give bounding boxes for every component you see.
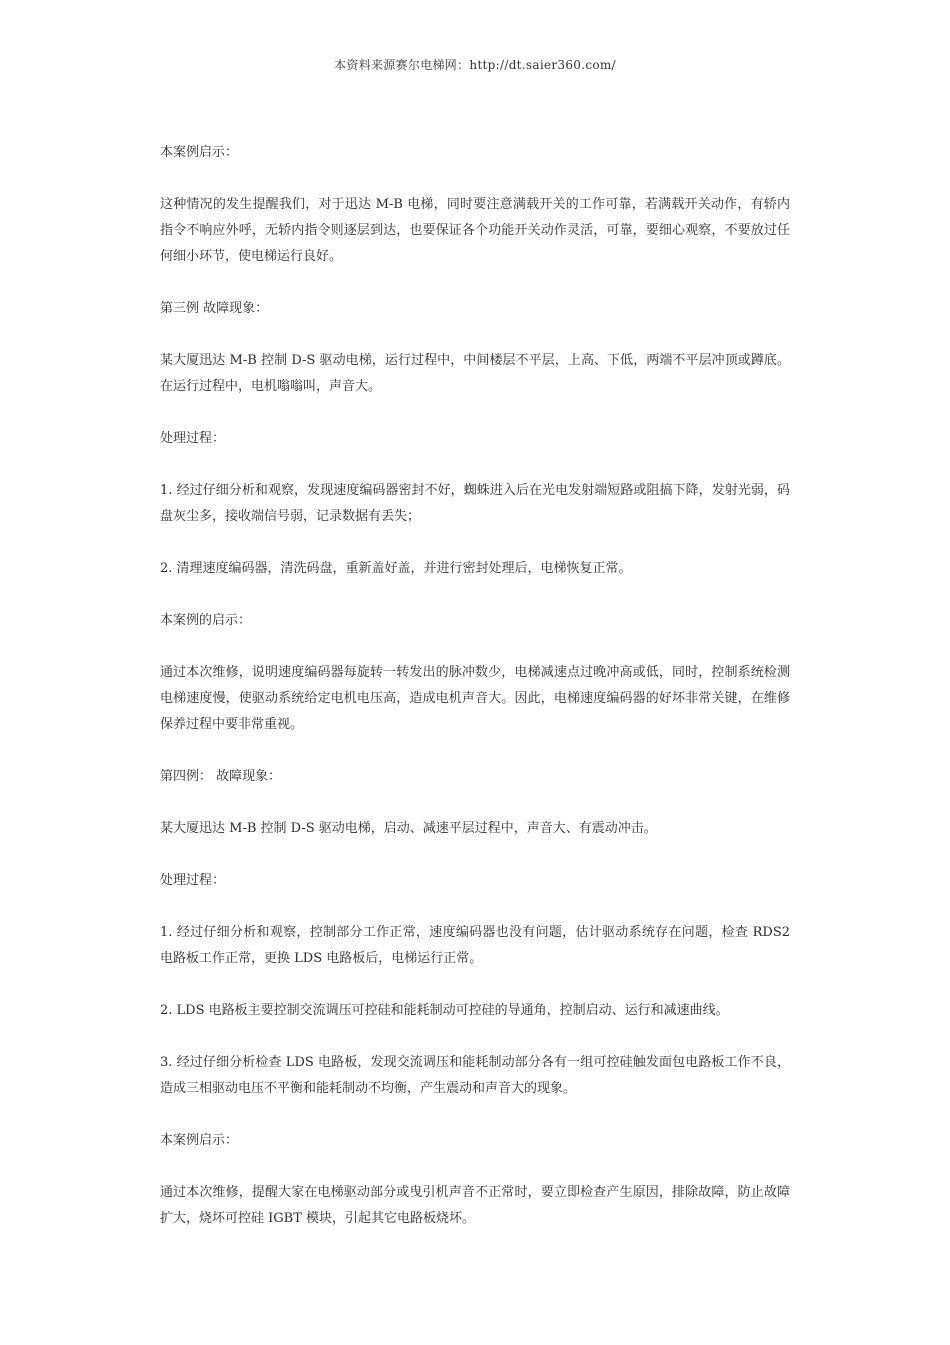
paragraph-insight-text: 通过本次维修，提醒大家在电梯驱动部分或曳引机声音不正常时，要立即检查产生原因，排除故障，防止故障扩大，烧坏可控硅 IGBT 模块，引起其它电路板烧坏。 bbox=[160, 1185, 790, 1226]
paragraph-insight-text: 这种情况的发生提醒我们，对于迅达 M-B 电梯，同时要注意满载开关的工作可靠，若满载开关动作，有轿内指令不响应外呼，无轿内指令则逐层到达，也要保证各个功能开关动作灵活，可靠，要细心观察，不要放过任何细小环节，使电梯运行良好。 bbox=[160, 197, 790, 264]
section-heading-case-insight: 本案例的启示： bbox=[160, 613, 252, 628]
paragraph-case-4-symptom: 某大厦迅达 M-B 控制 D-S 驱动电梯，启动、减速平层过程中，声音大、有震动冲击。 bbox=[160, 821, 657, 836]
section-heading-process: 处理过程： bbox=[160, 873, 226, 888]
paragraph-process-step-1: 1. 经过仔细分析和观察，发现速度编码器密封不好，蜘蛛进入后在光电发射端短路或阻搞下降，发射光弱，码盘灰尘多，接收端信号弱，记录数据有丢失； bbox=[160, 483, 790, 524]
section-heading-process: 处理过程： bbox=[160, 431, 226, 446]
paragraph-process-step-2: 2. 清理速度编码器，清洗码盘，重新盖好盖，并进行密封处理后，电梯恢复正常。 bbox=[160, 561, 632, 576]
document-body bbox=[160, 140, 790, 1258]
paragraph-process-step-3: 3. 经过仔细分析检查 LDS 电路板，发现交流调压和能耗制动部分各有一组可控硅触发面包电路板工作不良，造成三相驱动电压不平衡和能耗制动不均衡，产生震动和声音大的现象。 bbox=[160, 1055, 790, 1096]
paragraph-insight-text: 通过本次维修，说明速度编码器每旋转一转发出的脉冲数少，电梯减速点过晚冲高或低，同时，控制系统检测电梯速度慢，使驱动系统给定电机电压高，造成电机声音大。因此，电梯速度编码器的好坏非常关键，在维修保养过程中要非常重视。 bbox=[160, 665, 790, 732]
section-heading-case-insight: 本案例启示： bbox=[160, 145, 239, 160]
source-header: 本资料来源赛尔电梯网：http://dt.saier360.com/ bbox=[334, 58, 616, 72]
section-heading-case-4: 第四例： 故障现象： bbox=[160, 769, 282, 784]
paragraph-process-step-2: 2. LDS 电路板主要控制交流调压可控硅和能耗制动可控硅的导通角，控制启动、运行和减速曲线。 bbox=[160, 1003, 729, 1018]
paragraph-process-step-1: 1. 经过仔细分析和观察，控制部分工作正常，速度编码器也没有问题，估计驱动系统存在问题，检查 RDS2 电路板工作正常，更换 LDS 电路板后，电梯运行正常。 bbox=[160, 925, 790, 966]
paragraph-case-3-symptom: 某大厦迅达 M-B 控制 D-S 驱动电梯，运行过程中，中间楼层不平层，上高、下低，两端不平层冲顶或蹲底。在运行过程中，电机嗡嗡叫，声音大。 bbox=[160, 353, 790, 394]
section-heading-case-insight: 本案例启示： bbox=[160, 1133, 239, 1148]
section-heading-case-3: 第三例 故障现象： bbox=[160, 301, 269, 316]
